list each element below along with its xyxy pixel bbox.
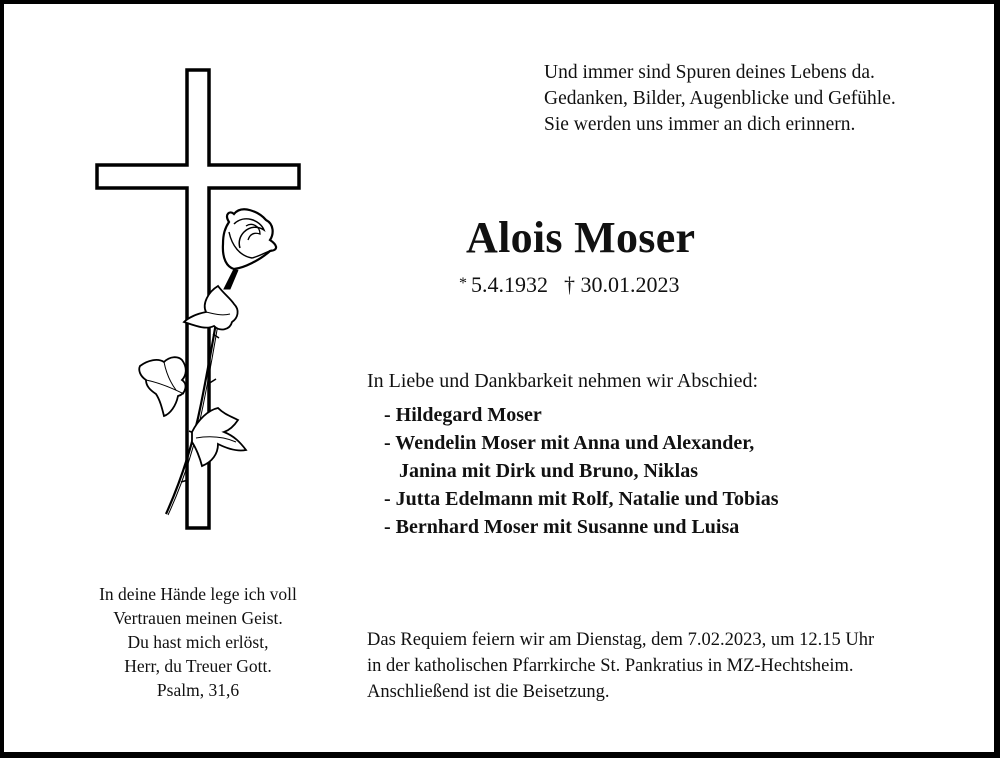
birth-star-icon: *	[459, 275, 467, 292]
motto-verse	[544, 60, 896, 138]
psalm-line: In deine Hände lege ich voll	[99, 584, 297, 604]
service-line: Anschließend ist die Beisetzung.	[367, 682, 610, 702]
psalm-line: Herr, du Treuer Gott.	[124, 656, 272, 676]
service-line: Das Requiem feiern wir am Dienstag, dem 7.02.2023, um 12.15 Uhr	[367, 630, 875, 650]
mourners-list	[384, 401, 779, 541]
farewell-intro: In Liebe und Dankbarkeit nehmen wir Abschied:	[367, 370, 758, 392]
mourner-item: - Wendelin Moser mit Anna und Alexander,	[384, 432, 755, 454]
motto-line: Sie werden uns immer an dich erinnern.	[544, 114, 856, 135]
psalm-reference: Psalm, 31,6	[156, 680, 240, 700]
life-dates	[459, 272, 680, 298]
mourner-item: - Jutta Edelmann mit Rolf, Natalie und Tobias	[384, 488, 779, 510]
death-date: 30.01.2023	[580, 272, 680, 297]
cross-with-rose-icon	[84, 64, 314, 534]
psalm-line: Du hast mich erlöst,	[127, 632, 269, 652]
mourner-item: - Bernhard Moser mit Susanne und Luisa	[384, 516, 740, 538]
service-details	[367, 627, 874, 705]
mourner-item: - Hildegard Moser	[384, 404, 542, 426]
death-dagger-icon: †	[564, 272, 575, 297]
service-line: in der katholischen Pfarrkirche St. Pankratius in MZ-Hechtsheim.	[367, 656, 854, 676]
psalm-quote	[58, 582, 338, 702]
mourner-item-continued: Janina mit Dirk und Bruno, Niklas	[399, 460, 698, 482]
motto-line: Und immer sind Spuren deines Lebens da.	[544, 62, 875, 83]
psalm-line: Vertrauen meinen Geist.	[113, 608, 283, 628]
birth-date: 5.4.1932	[471, 272, 548, 297]
deceased-name: Alois Moser	[466, 213, 696, 262]
motto-line: Gedanken, Bilder, Augenblicke und Gefühle.	[544, 88, 896, 109]
